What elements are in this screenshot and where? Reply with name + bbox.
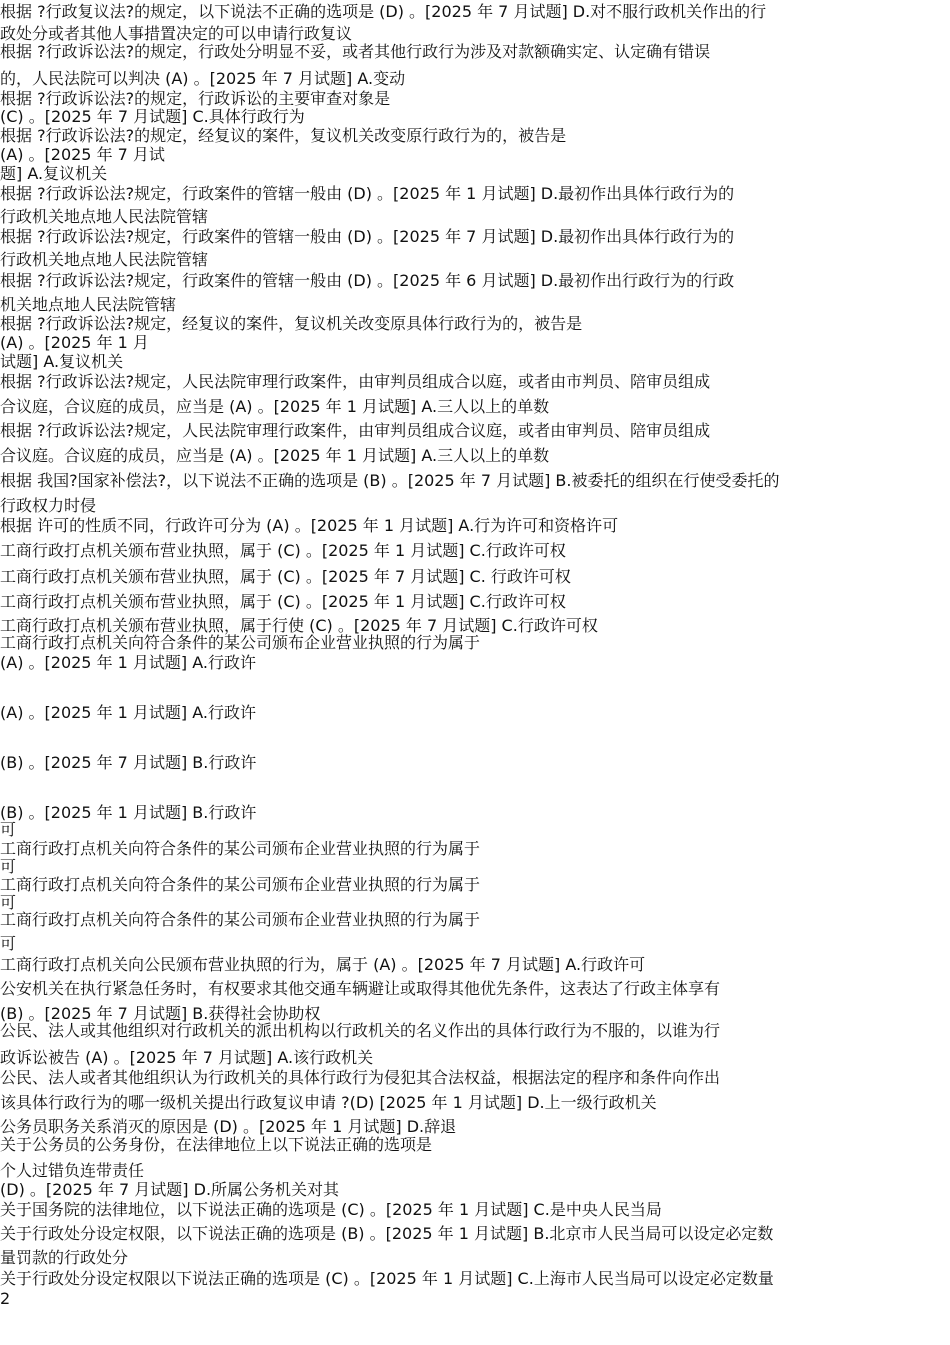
- text-line: 公民、法人或其他组织对行政机关的派出机构以行政机关的名义作出的具体行政行为不服的，以谁为行: [0, 1021, 721, 1040]
- text-line: 题] A.复议机关: [0, 164, 108, 183]
- text-line: 根据 ?行政诉讼法?规定，人民法院审理行政案件，由审判员组成合议庭，或者由审判员、陪审员组成: [0, 421, 711, 440]
- text-line: 工商行政打点机关向符合条件的某公司颁布企业营业执照的行为属于: [0, 839, 481, 858]
- text-line: 工商行政打点机关向符合条件的某公司颁布企业营业执照的行为属于: [0, 633, 481, 652]
- text-line: 可: [0, 893, 17, 912]
- text-line: 工商行政打点机关向符合条件的某公司颁布企业营业执照的行为属于: [0, 875, 481, 894]
- text-line: 的，人民法院可以判决 (A) 。[2025 年 7 月试题] A.变动: [0, 69, 406, 88]
- text-line: 合议庭。合议庭的成员，应当是 (A) 。[2025 年 1 月试题] A.三人以上的单数: [0, 446, 550, 465]
- text-line: 关于行政处分设定权限，以下说法正确的选项是 (B) 。[2025 年 1 月试题] B.北京市人民当局可以设定必定数: [0, 1224, 774, 1243]
- text-line: 政诉讼被告 (A) 。[2025 年 7 月试题] A.该行政机关: [0, 1048, 374, 1067]
- text-line: 根据 ?行政诉讼法?的规定，行政处分明显不妥，或者其他行政行为涉及对款额确实定、认定确有错误: [0, 42, 711, 61]
- text-line: 关于公务员的公务身份，在法律地位上以下说法正确的选项是: [0, 1135, 433, 1154]
- text-line: 行政机关地点地人民法院管辖: [0, 250, 209, 269]
- text-line: 政处分或者其他人事措置决定的可以申请行政复议: [0, 24, 353, 43]
- text-line: 个人过错负连带责任: [0, 1161, 145, 1180]
- text-line: (B) 。[2025 年 7 月试题] B.行政许: [0, 753, 257, 772]
- text-line: 根据 ?行政复议法?的规定，以下说法不正确的选项是 (D) 。[2025 年 7 月试题] D.对不服行政机关作出的行: [0, 2, 767, 21]
- text-line: 可: [0, 820, 17, 839]
- text-line: 机关地点地人民法院管辖: [0, 295, 177, 314]
- text-line: (C) 。[2025 年 7 月试题] C.具体行政行为: [0, 107, 305, 126]
- text-line: 该具体行政行为的哪一级机关提出行政复议申请 ?(D) [2025 年 1 月试题] D.上一级行政机关: [0, 1093, 657, 1112]
- text-line: 工商行政打点机关颁布营业执照，属于 (C) 。[2025 年 1 月试题] C.行政许可权: [0, 541, 566, 560]
- text-line: (A) 。[2025 年 7 月试: [0, 145, 165, 164]
- text-line: (A) 。[2025 年 1 月: [0, 333, 149, 352]
- text-line: (D) 。[2025 年 7 月试题] D.所属公务机关对其: [0, 1180, 340, 1199]
- text-line: 根据 我国?国家补偿法?，以下说法不正确的选项是 (B) 。[2025 年 7 月试题] B.被委托的组织在行使受委托的: [0, 471, 780, 490]
- text-line: 工商行政打点机关颁布营业执照，属于 (C) 。[2025 年 1 月试题] C.行政许可权: [0, 592, 566, 611]
- text-line: 工商行政打点机关颁布营业执照，属于行使 (C) 。[2025 年 7 月试题] C.行政许可权: [0, 616, 598, 635]
- text-line: 工商行政打点机关颁布营业执照，属于 (C) 。[2025 年 7 月试题] C. 行政许可权: [0, 567, 571, 586]
- text-line: 根据 ?行政诉讼法?规定，行政案件的管辖一般由 (D) 。[2025 年 1 月试题] D.最初作出具体行政行为的: [0, 184, 735, 203]
- text-line: 可: [0, 934, 17, 953]
- text-line: 公安机关在执行紧急任务时，有权要求其他交通车辆避让或取得其他优先条件，这表达了行政主体享有: [0, 979, 721, 998]
- text-line: 根据 ?行政诉讼法?规定，行政案件的管辖一般由 (D) 。[2025 年 7 月试题] D.最初作出具体行政行为的: [0, 227, 735, 246]
- text-line: 根据 ?行政诉讼法?规定，人民法院审理行政案件，由审判员组成合以庭，或者由市判员、陪审员组成: [0, 372, 711, 391]
- text-line: 关于国务院的法律地位，以下说法正确的选项是 (C) 。[2025 年 1 月试题] C.是中央人民当局: [0, 1200, 662, 1219]
- text-line: 行政机关地点地人民法院管辖: [0, 207, 209, 226]
- text-line: 试题] A.复议机关: [0, 352, 124, 371]
- text-line: 公务员职务关系消灭的原因是 (D) 。[2025 年 1 月试题] D.辞退: [0, 1117, 457, 1136]
- text-line: 量罚款的行政处分: [0, 1248, 129, 1267]
- text-line: (B) 。[2025 年 1 月试题] B.行政许: [0, 803, 257, 822]
- text-line: 工商行政打点机关向公民颁布营业执照的行为，属于 (A) 。[2025 年 7 月试题] A.行政许可: [0, 955, 646, 974]
- text-line: 根据 ?行政诉讼法?规定，经复议的案件，复议机关改变原具体行政行为的，被告是: [0, 314, 583, 333]
- text-line: (A) 。[2025 年 1 月试题] A.行政许: [0, 703, 256, 722]
- text-line: 合议庭，合议庭的成员，应当是 (A) 。[2025 年 1 月试题] A.三人以上的单数: [0, 397, 550, 416]
- text-line: (A) 。[2025 年 1 月试题] A.行政许: [0, 653, 256, 672]
- text-line: 可: [0, 857, 17, 876]
- text-line: 根据 许可的性质不同，行政许可分为 (A) 。[2025 年 1 月试题] A.行为许可和资格许可: [0, 516, 619, 535]
- page-number: 2: [0, 1289, 11, 1308]
- text-line: 工商行政打点机关向符合条件的某公司颁布企业营业执照的行为属于: [0, 910, 481, 929]
- text-line: (B) 。[2025 年 7 月试题] B.获得社会协助权: [0, 1004, 321, 1023]
- text-line: 根据 ?行政诉讼法?的规定，经复议的案件，复议机关改变原行政行为的，被告是: [0, 126, 567, 145]
- text-line: 公民、法人或者其他组织认为行政机关的具体行政行为侵犯其合法权益，根据法定的程序和条件向作出: [0, 1068, 721, 1087]
- text-line: 行政权力时侵: [0, 496, 97, 515]
- text-line: 关于行政处分设定权限以下说法正确的选项是 (C) 。[2025 年 1 月试题] C.上海市人民当局可以设定必定数量: [0, 1269, 774, 1288]
- text-line: 根据 ?行政诉讼法?规定，行政案件的管辖一般由 (D) 。[2025 年 6 月试题] D.最初作出行政行为的行政: [0, 271, 735, 290]
- text-line: 根据 ?行政诉讼法?的规定，行政诉讼的主要审查对象是: [0, 89, 391, 108]
